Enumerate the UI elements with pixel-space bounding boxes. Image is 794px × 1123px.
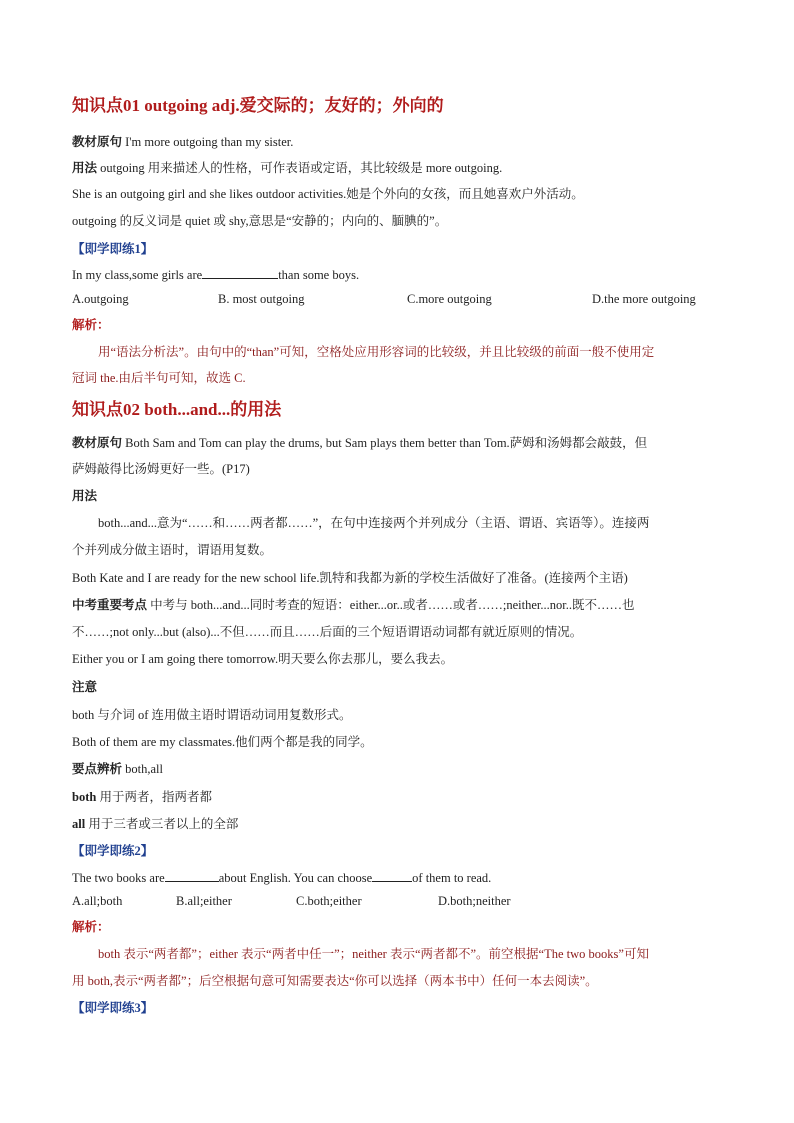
kp2-question	[72, 869, 491, 887]
kp1-answer-line2: 冠词 the.由后半句可知，故选 C.	[72, 371, 246, 385]
kp2-usage-label: 用法	[72, 489, 98, 503]
kp2-usage-line2: 个并列成分做主语时，谓语用复数。	[72, 543, 273, 557]
kp1-example: She is an outgoing girl and she likes outdoor activities.她是个外向的女孩，而且她喜欢户外活动。	[72, 187, 584, 201]
question-text-a: In my class,some girls are	[72, 268, 203, 282]
practice-tag-2: 【即学即练2】	[72, 844, 154, 858]
option-c[interactable]: C.more outgoing	[407, 292, 492, 306]
kp2-source-line2: 萨姆敲得比汤姆更好一些。(P17)	[72, 462, 250, 476]
kp2-answer-line2: 用 both,表示“两者都”；后空根据句意可知需要表达“你可以选择（两本书中）任何一本去阅读”。	[72, 974, 598, 988]
answer-label-2: 解析：	[72, 920, 110, 934]
practice-tag-1: 【即学即练1】	[72, 242, 154, 256]
kp1-source	[72, 133, 293, 151]
answer-blank-2[interactable]	[372, 869, 412, 882]
source-label: 教材原句	[72, 436, 123, 450]
kp1-answer-line1: 用“语法分析法”。由句中的“than”可知，空格处应用形容词的比较级，并且比较级的前面一般不使用定	[98, 345, 655, 359]
kp1-heading: 知识点01 outgoing adj.爱交际的；友好的；外向的	[72, 96, 444, 115]
both-word: both	[72, 790, 97, 804]
question-text-b: about English. You can choose	[218, 871, 373, 885]
kp1-usage	[72, 159, 502, 177]
exam-label: 中考重要考点	[72, 598, 148, 612]
option-b[interactable]: B. most outgoing	[218, 292, 305, 306]
kp2-exam-example: Either you or I am going there tomorrow.明天要么你去那儿，要么我去。	[72, 652, 454, 666]
note-text: both 与介词 of 连用做主语时谓语动词用复数形式。	[72, 708, 352, 722]
source-text: Both Sam and Tom can play the drums, but Sam plays them better than Tom.萨姆和汤姆都会敲鼓，但	[122, 436, 648, 450]
kp2-answer-line1: both 表示“两者都”；either 表示“两者中任一”；neither 表示“两者都不”。前空根据“The two books”可知	[98, 947, 649, 961]
diff-heading	[72, 760, 163, 778]
option-a[interactable]: A.all;both	[72, 894, 123, 908]
diff-words: both,all	[122, 762, 163, 776]
source-label: 教材原句	[72, 135, 123, 149]
usage-label: 用法	[72, 161, 98, 175]
all-word: all	[72, 817, 86, 831]
diff-all	[72, 815, 238, 833]
both-text: 用于两者，指两者都	[96, 790, 212, 804]
question-text-c: of them to read.	[412, 871, 492, 885]
option-d[interactable]: D.the more outgoing	[592, 292, 696, 306]
kp2-exam-line2: 不……;not only...but (also)...不但……而且……后面的三个短语谓语动词都有就近原则的情况。	[72, 625, 583, 639]
option-b[interactable]: B.all;either	[176, 894, 232, 908]
all-text: 用于三者或三者以上的全部	[85, 817, 239, 831]
note-label: 注意	[72, 680, 98, 694]
answer-blank[interactable]	[202, 266, 278, 279]
exam-text: 中考与 both...and...同时考查的短语：either...or..或者……或者……;neither...nor..既不……也	[147, 598, 635, 612]
usage-text: outgoing 用来描述人的性格，可作表语或定语，其比较级是 more outgoing.	[97, 161, 503, 175]
option-a[interactable]: A.outgoing	[72, 292, 129, 306]
kp2-source-line1	[72, 434, 647, 452]
diff-both	[72, 788, 212, 806]
practice-tag-3: 【即学即练3】	[72, 1001, 154, 1015]
kp2-heading: 知识点02 both...and...的用法	[72, 400, 282, 419]
kp2-example: Both Kate and I are ready for the new school life.凯特和我都为新的学校生活做好了准备。(连接两个主语)	[72, 571, 628, 585]
kp1-question	[72, 266, 359, 284]
answer-label-1: 解析：	[72, 318, 110, 332]
question-text-a: The two books are	[72, 871, 165, 885]
option-c[interactable]: C.both;either	[296, 894, 362, 908]
note-example: Both of them are my classmates.他们两个都是我的同学。	[72, 735, 373, 749]
kp2-exam-line1	[72, 596, 635, 614]
diff-label: 要点辨析	[72, 762, 123, 776]
option-d[interactable]: D.both;neither	[438, 894, 511, 908]
source-text: I'm more outgoing than my sister.	[122, 135, 294, 149]
kp2-usage-line1: both...and...意为“……和……两者都……”，在句中连接两个并列成分（主语、谓语、宾语等）。连接两	[98, 516, 650, 530]
answer-blank-1[interactable]	[165, 869, 219, 882]
kp1-antonym: outgoing 的反义词是 quiet 或 shy,意思是“安静的；内向的、腼腆的”。	[72, 214, 448, 228]
question-text-b: than some boys.	[278, 268, 360, 282]
